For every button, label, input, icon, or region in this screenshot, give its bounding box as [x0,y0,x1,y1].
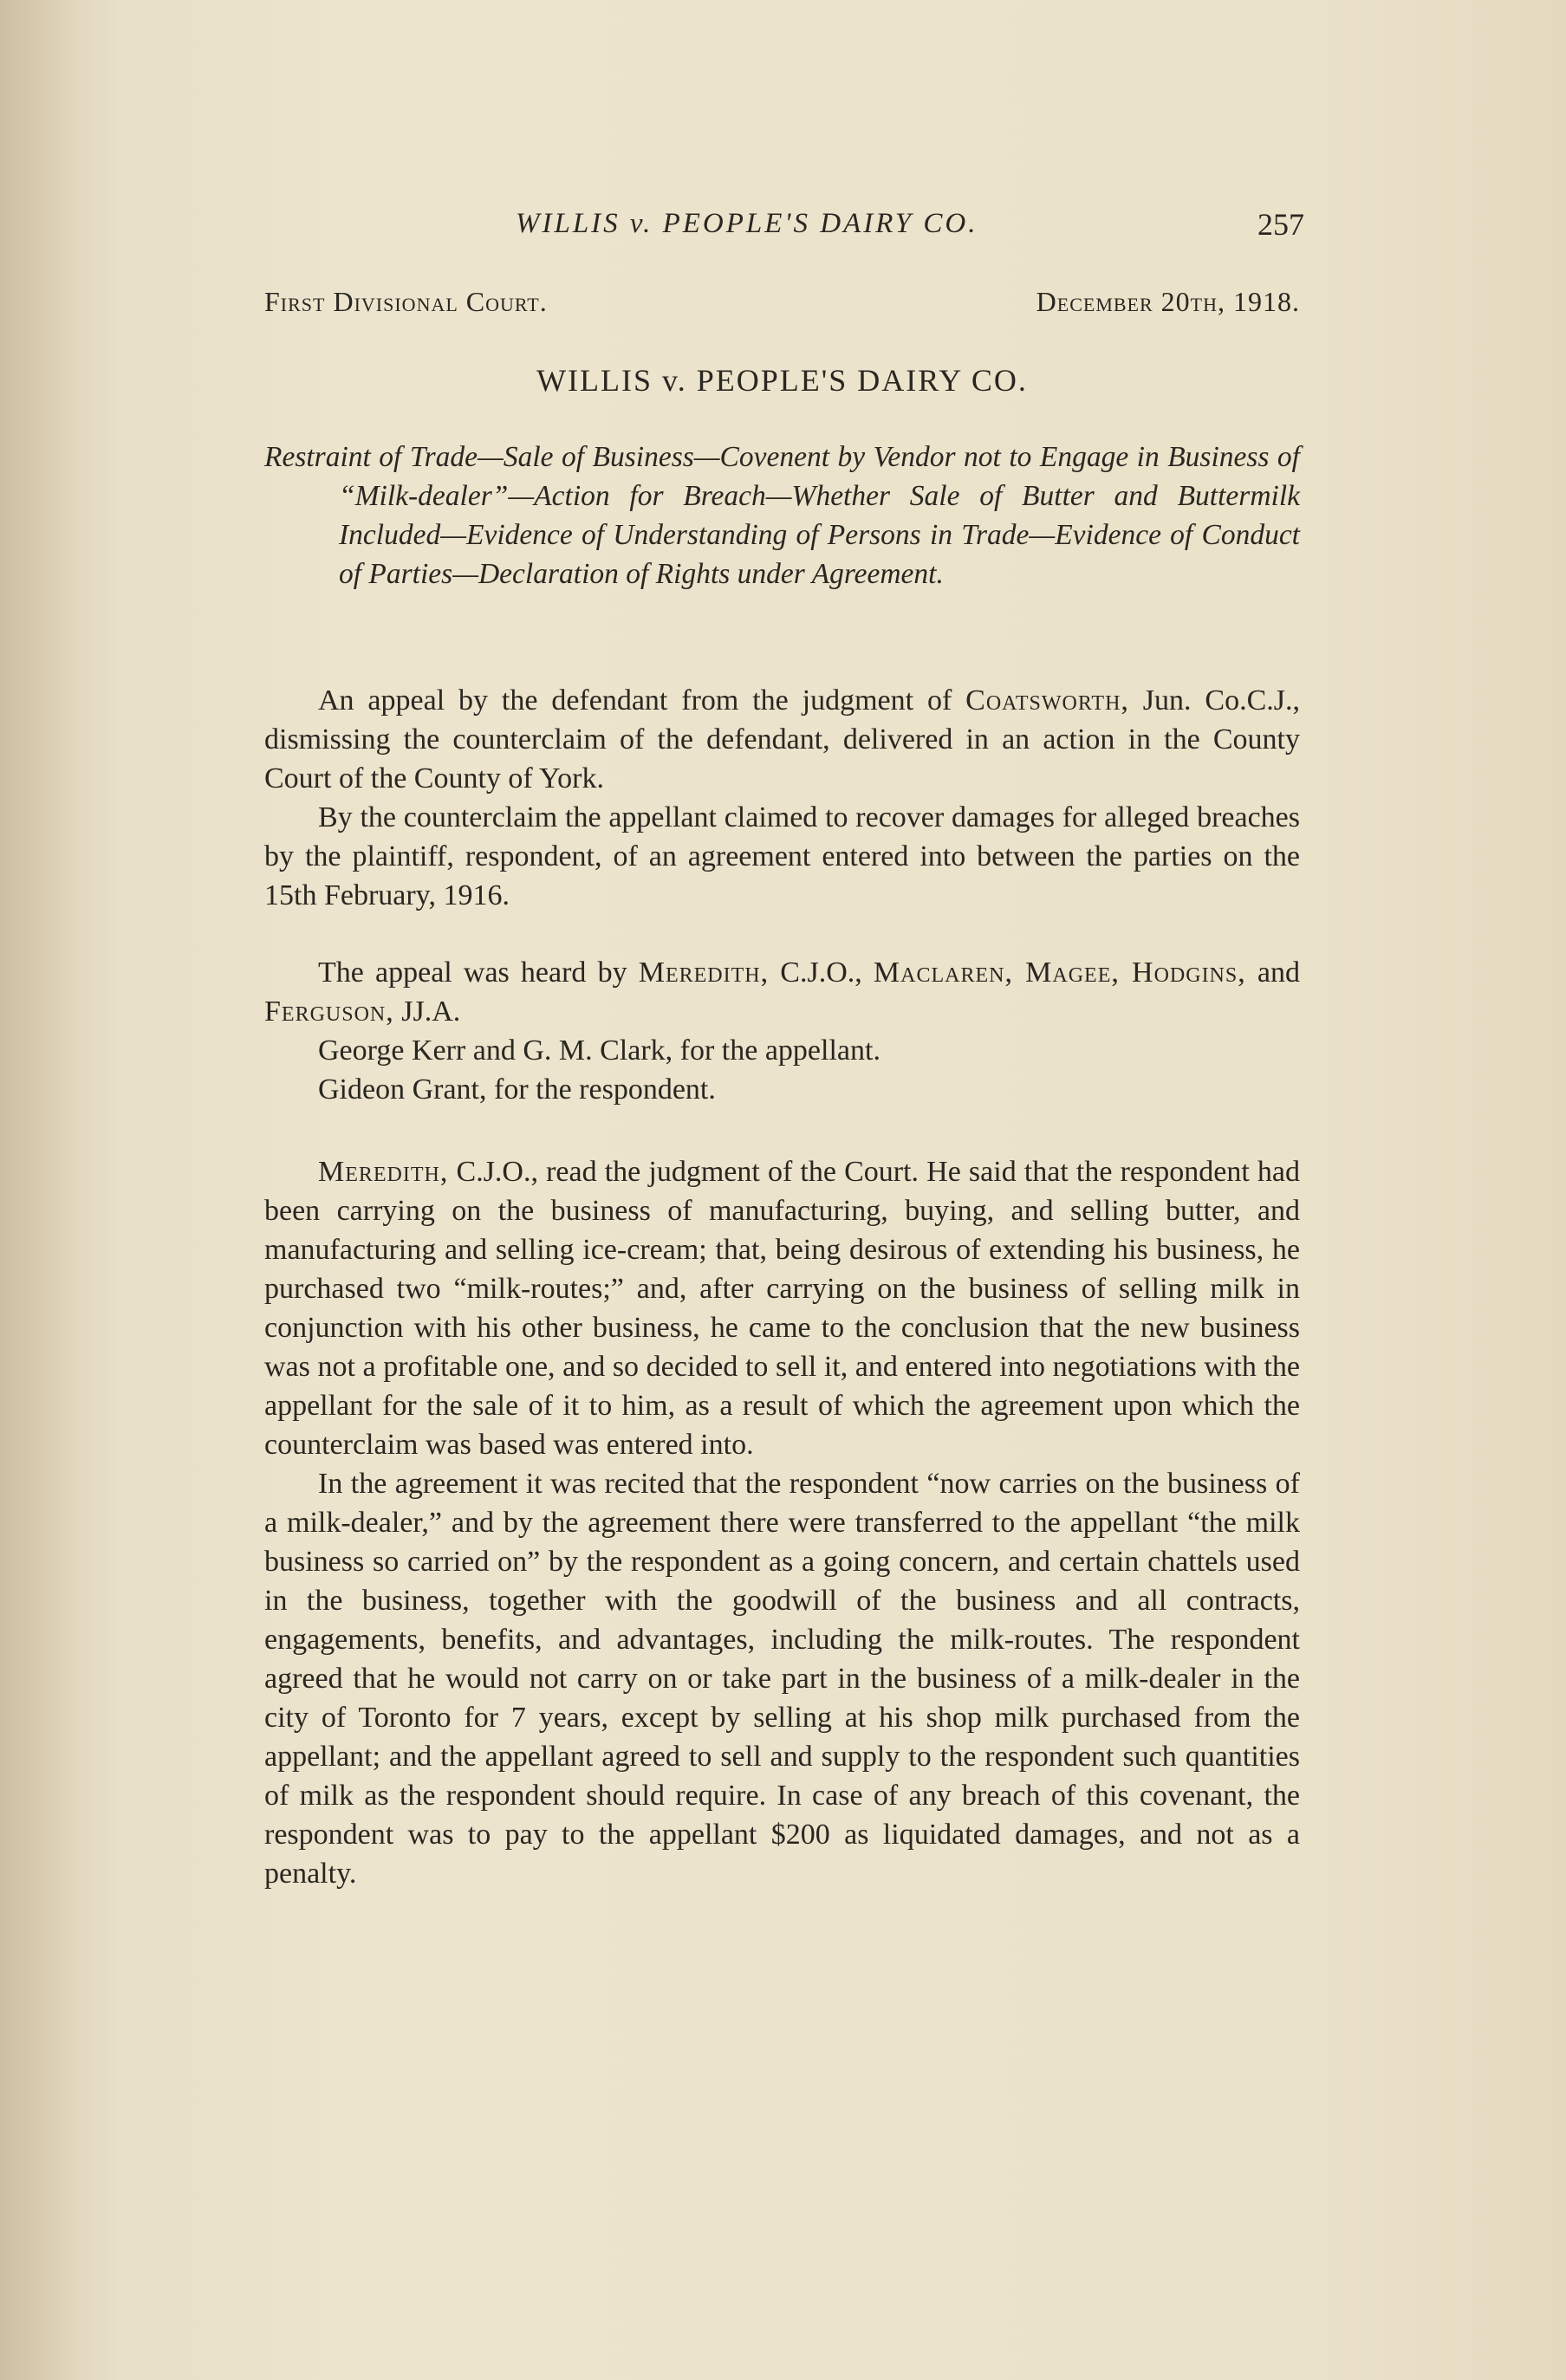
intro-paragraph-2: By the counterclaim the appellant claimed to recover damages for alleged breaches by the plaintiff, respondent, of an agreement entered into between the parties on the 15th February, 1916. [264,801,1300,911]
running-title: WILLIS v. PEOPLE'S DAIRY CO. [516,208,978,239]
judgment-text-1: C.J.O., read the judgment of the Court. He said that the respondent had been carrying on the business of manufacturing, buying, and selling butter, and manufacturing and selling ice-cream; that, being desirous of extending his business, he purchased two “milk-routes;” and, after carrying on the business of selling milk in conjunction with his other business, he came to the conclusion that the new business was not a profitable one, and so decided to sell it, and entered into negotiations with the appellant for the sale of it to him, as a result of which the agreement upon which the counterclaim was based was entered into. [264,1156,1300,1461]
judgment-paragraph-2: In the agreement it was recited that the respondent “now carries on the business of a milk-dealer,” and by the agreement there were transferred to the appellant “the milk business so carried on” by the respondent as a going concern, and certain chattels used in the business, together with the goodwill of the business and all contracts, engagements, benefits, and advantages, including the milk-routes. The respondent agreed that he would not carry on or take part in the business of a milk-dealer in the city of Toronto for 7 years, except by selling at his shop milk purchased from the appellant; and the appellant agreed to sell and supply to the respondent such quantities of milk as the respondent should require. In case of any breach of this covenant, the respondent was to pay to the appellant $200 as liquidated damages, and not as a penalty. [264,1468,1300,1890]
court-name: First Divisional Court. [264,286,548,317]
headnote-text: Restraint of Trade—Sale of Business—Covenent by Vendor not to Engage in Business of “Milk-dealer”—Action for Breach—Whether Sale of Butter and Buttermilk Included—Evidence of Understanding of Persons in Trade—Evidence of Conduct of Parties—Declaration of Rights under Agreement. [264,441,1300,590]
intro-text-b: Jun. Co.C.J., dismissing the counterclaim of the defendant, delivered in an action in the County Court of the County of York. [264,684,1300,794]
case-title: WILLIS v. PEOPLE'S DAIRY CO. [536,363,1028,398]
counsel-respondent: Gideon Grant, for the respondent. [318,1073,716,1106]
judge-names-group: Maclaren, Magee, Hodgins, [873,957,1246,989]
intro-text-a: An appeal by the defendant from the judgment of [318,684,966,717]
heard-text-a: The appeal was heard by [318,957,639,989]
intro-section [264,681,1300,915]
heard-text-c: and [1245,957,1300,989]
headnote [264,438,1300,593]
court-date: December 20th, 1918. [1036,286,1300,317]
judgment-paragraph-1 [264,1152,1300,1464]
page-number: 257 [1257,207,1304,242]
heard-text-b: C.J.O., [769,957,874,989]
intro-paragraph-1 [264,681,1300,798]
running-head [264,208,1304,251]
judgment-section [264,1152,1300,1893]
hearing-paragraph [264,953,1300,1031]
page-stain [0,0,121,2380]
heard-text-d: JJ.A. [393,995,461,1028]
counsel-appellant: George Kerr and G. M. Clark, for the appellant. [318,1034,880,1067]
judge-name-ferguson: Ferguson, [264,995,394,1028]
court-line [264,286,1300,329]
hearing-section [264,953,1300,1109]
judgment-judge-name: Meredith, [318,1156,449,1188]
trial-judge-name: Coatsworth, [965,684,1129,717]
judge-name-meredith: Meredith, [638,957,770,989]
